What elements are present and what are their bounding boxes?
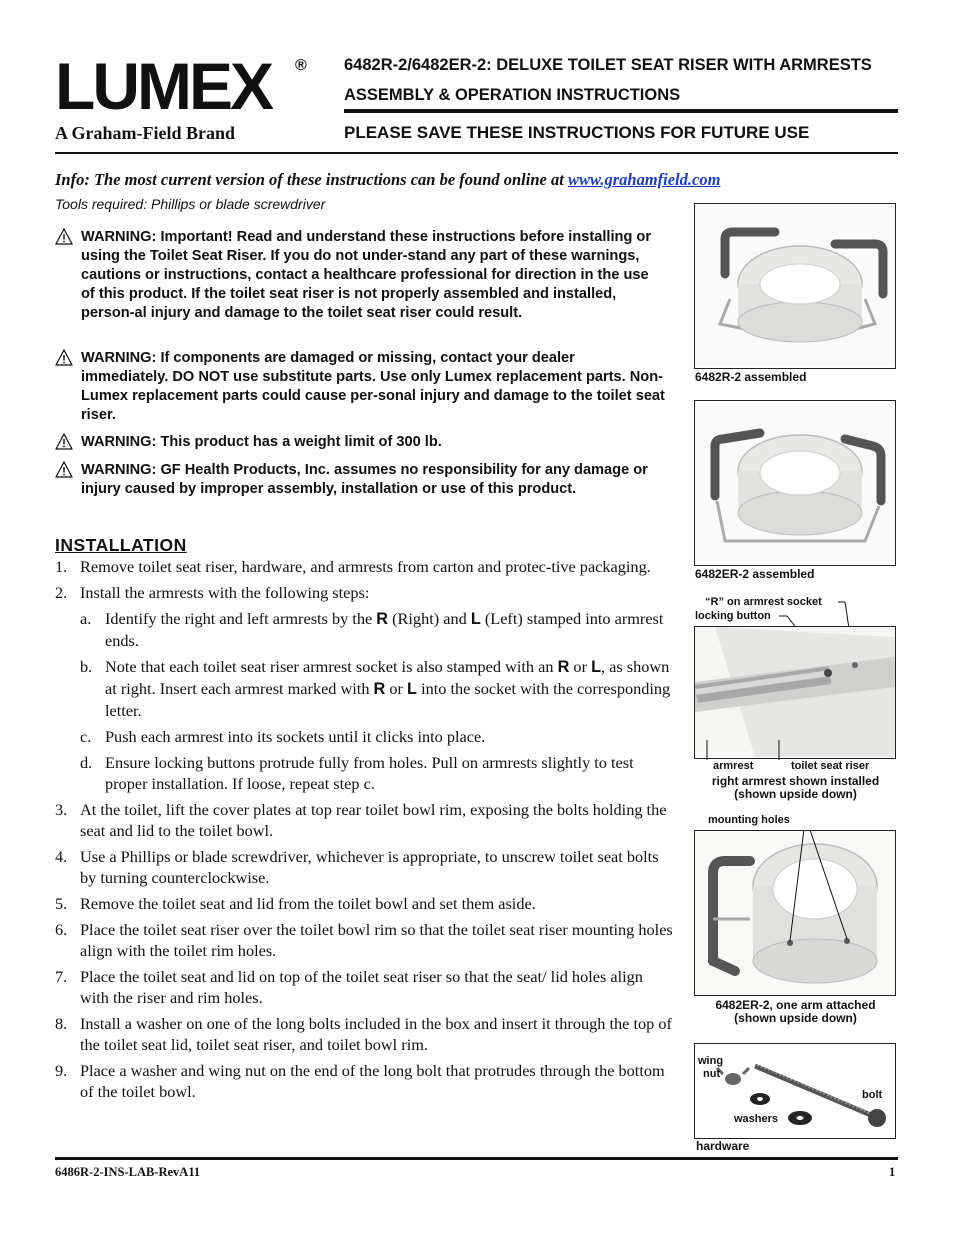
step-2d: d. Ensure locking buttons protrude fully from holes. Pull on armrests slightly to test proper installation. If loose, repeat step c. [80, 753, 634, 793]
step-2c: c. Push each armrest into its sockets until it clicks into place. [80, 727, 486, 746]
info-line [55, 170, 720, 190]
document-subtitle: ASSEMBLY & OPERATION INSTRUCTIONS [344, 86, 681, 104]
document-title: 6482R-2/6482ER-2: DELUXE TOILET SEAT RISER WITH ARMRESTS [344, 56, 872, 74]
toilet-riser-illustration [695, 401, 895, 564]
wing-label: wing [698, 1055, 724, 1067]
step-9: 9. Place a washer and wing nut on the end of the long bolt that protrudes through the bottom of the toilet bowl. [55, 1061, 665, 1101]
warning-triangle-icon [55, 461, 73, 478]
step-3: 3. At the toilet, lift the cover plates at top rear toilet bowl rim, exposing the bolts holding the seat and lid to the toilet bowl. [55, 800, 667, 840]
nut-label: nut [703, 1068, 721, 1080]
warning-text: WARNING: Important! Read and understand these instructions before installing or using the Toilet Seat Riser. If you do not under-stand any part of these warnings, cautions or instructions, contact a healthcare professional for direction in the use of this product. If the toilet seat riser is not properly assembled and installed, person-al injury and damage to the toilet seat riser could result. [81, 229, 652, 321]
warning-triangle-icon [55, 349, 73, 366]
warning-4 [55, 461, 665, 499]
socket-label: “R” on armrest socket [705, 596, 822, 608]
header-divider-thick [344, 109, 898, 113]
warning-text: WARNING: GF Health Products, Inc. assumes no responsibility for any damage or injury caused by improper assembly, installation or use of this product. [81, 462, 648, 497]
step-2: 2. Install the armrests with the following steps: [55, 583, 370, 602]
installation-steps [55, 556, 675, 1107]
step-7: 7. Place the toilet seat and lid on top of the toilet seat riser so that the seat/ lid holes align with the riser and rim holes. [55, 967, 643, 1007]
figure-4-caption: 6482ER-2, one arm attached (shown upside down) [715, 998, 876, 1025]
bolt-label: bolt [862, 1089, 883, 1101]
footer-divider [55, 1157, 898, 1160]
brand-subtitle: A Graham-Field Brand [55, 123, 236, 143]
save-notice: PLEASE SAVE THESE INSTRUCTIONS FOR FUTURE USE [344, 123, 810, 142]
locking-button-label: locking button [695, 610, 771, 622]
document-id: 6486R-2-INS-LAB-RevA11 [55, 1165, 201, 1179]
armrest-label: armrest [713, 760, 754, 772]
figure-one-arm-attached [694, 830, 896, 996]
logo-wordmark: LUMEX [55, 49, 271, 123]
lumex-logo [55, 49, 310, 144]
figure-1-caption: 6482R-2 assembled [695, 370, 807, 384]
page-number: 1 [889, 1165, 896, 1179]
fig3-bottom-leaders [695, 740, 895, 760]
step-8: 8. Install a washer on one of the long bolts included in the box and insert it through the top of the toilet seat lid, toilet seat riser, and toilet bowl rim. [55, 1014, 672, 1054]
step-2b: b. Note that each toilet seat riser armrest socket is also stamped with an R or L, as shown at right. Insert each armrest marked with R or L into the socket with the corresponding letter. [80, 657, 671, 720]
warning-1 [55, 228, 665, 323]
step-1: 1. Remove toilet seat riser, hardware, and armrests from carton and protec-tive packaging. [55, 557, 651, 576]
armrest-socket-illustration [695, 627, 895, 757]
riser-upside-down-illustration [695, 831, 895, 994]
warning-text: WARNING: This product has a weight limit of 300 lb. [81, 434, 442, 450]
tools-required: Tools required: Phillips or blade screwdriver [55, 196, 326, 212]
warning-text: WARNING: If components are damaged or missing, contact your dealer immediately. DO NOT use substitute parts. Use only Lumex replacement parts. Non-Lumex replacement parts could cause per-sonal injury and damage to the toilet seat riser. [81, 350, 665, 423]
info-text: Info: The most current version of these instructions can be found online at [55, 170, 564, 189]
washers-label: washers [734, 1113, 779, 1125]
mounting-holes-label: mounting holes [708, 814, 790, 826]
figure-6482r-assembled [694, 203, 896, 369]
toilet-riser-illustration [695, 204, 895, 367]
warning-triangle-icon [55, 228, 73, 245]
step-2a: a. Identify the right and left armrests by the R (Right) and L (Left) stamped into armrest ends. [80, 609, 664, 650]
website-link[interactable]: www.grahamfield.com [567, 170, 721, 189]
figure-3-caption: right armrest shown installed (shown upside down) [711, 774, 880, 801]
installation-heading: INSTALLATION [55, 535, 187, 555]
step-5: 5. Remove the toilet seat and lid from the toilet bowl and set them aside. [55, 894, 536, 913]
warning-3 [55, 433, 665, 452]
header-divider [55, 152, 898, 154]
step-4: 4. Use a Phillips or blade screwdriver, whichever is appropriate, to unscrew toilet seat bolts by turning counterclockwise. [55, 847, 659, 887]
toilet-seat-riser-label: toilet seat riser [791, 760, 870, 772]
figure-5-caption: hardware [696, 1139, 750, 1153]
figure-2-caption: 6482ER-2 assembled [695, 567, 815, 581]
registered-mark: ® [295, 57, 307, 74]
step-6: 6. Place the toilet seat riser over the toilet bowl rim so that the toilet seat riser mounting holes align with the toilet rim holes. [55, 920, 673, 960]
warning-triangle-icon [55, 433, 73, 450]
warning-2 [55, 349, 665, 425]
figure-6482er-assembled [694, 400, 896, 566]
